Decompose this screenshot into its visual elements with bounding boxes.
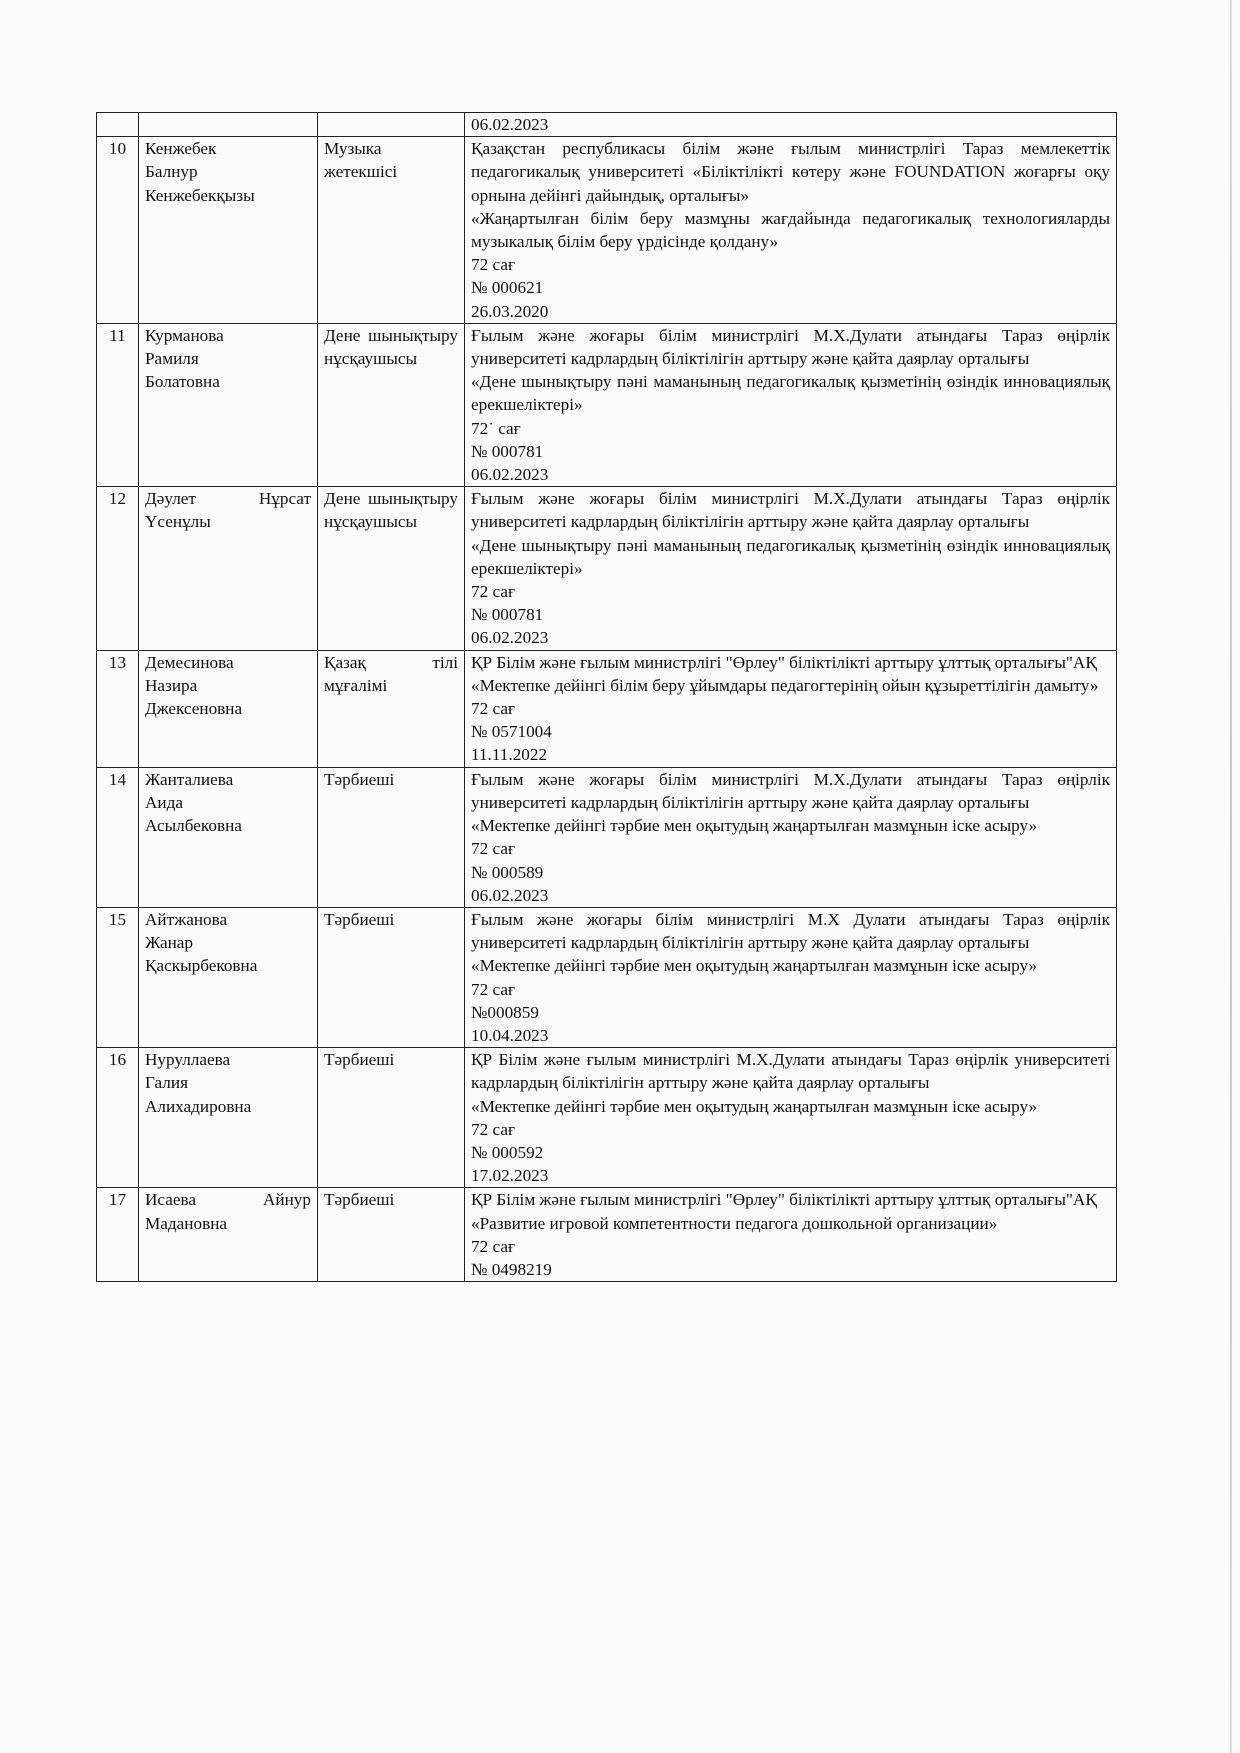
certificate-number: № 000781 bbox=[471, 441, 544, 461]
name-line: Алихадировна bbox=[145, 1096, 252, 1116]
course-title: «Мектепке дейінгі тәрбие мен оқытудың жаңартылған мазмұнын іске асыру» bbox=[471, 816, 1038, 836]
row-number-cell: 12 bbox=[97, 487, 139, 650]
date-text: 06.02.2023 bbox=[471, 465, 549, 485]
position-text: Қазақ тілі мұғалімі bbox=[324, 652, 458, 695]
row-number-cell: 13 bbox=[97, 650, 139, 767]
info-cell bbox=[465, 907, 1117, 1047]
institution-text: Ғылым және жоғары білім министрлігі М.Х.Дулати атындағы Тараз өңірлік университеті кадрлардың біліктілігін арттыру және қайта даярлау орталығы bbox=[471, 769, 1110, 812]
certificate-number: № 000621 bbox=[471, 278, 544, 298]
name-cell bbox=[139, 650, 318, 767]
certificate-number: № 000592 bbox=[471, 1142, 544, 1162]
table-row bbox=[97, 323, 1117, 486]
name-cell bbox=[139, 1048, 318, 1188]
info-cell bbox=[465, 650, 1117, 767]
info-cell bbox=[465, 113, 1117, 137]
name-line: Джексеновна bbox=[145, 699, 243, 719]
name-line: Асылбековна bbox=[145, 816, 242, 836]
name-line: Айтжанова bbox=[145, 909, 228, 929]
name-line: Исаева Айнур bbox=[145, 1190, 311, 1210]
position-text: Дене шынықтыру нұсқаушысы bbox=[324, 325, 458, 369]
position-cell bbox=[318, 323, 465, 486]
name-line: Болатовна bbox=[145, 372, 220, 392]
date-text: 11.11.2022 bbox=[471, 745, 548, 765]
institution-text: ҚР Білім және ғылым министрлігі М.Х.Дулати атындағы Тараз өңірлік университеті кадрлардың біліктілігін арттыру және қайта даярлау орталығы bbox=[471, 1050, 1110, 1093]
info-cell bbox=[465, 323, 1117, 486]
row-number-cell: 14 bbox=[97, 767, 139, 907]
certificate-number: № 0571004 bbox=[471, 722, 552, 742]
info-cell bbox=[465, 767, 1117, 907]
table-row bbox=[97, 650, 1117, 767]
position-cell bbox=[318, 907, 465, 1047]
table-row bbox=[97, 487, 1117, 650]
name-line: Демесинова bbox=[145, 652, 234, 672]
name-line: Жанталиева bbox=[145, 769, 234, 789]
name-line: Кенжебек bbox=[145, 139, 217, 159]
date-text: 06.02.2023 bbox=[471, 628, 549, 648]
position-cell bbox=[318, 1048, 465, 1188]
institution-text: Ғылым және жоғары білім министрлігі М.Х.Дулати атындағы Тараз өңірлік университеті кадрлардың біліктілігін арттыру және қайта даярлау орталығы bbox=[471, 325, 1110, 369]
info-cell bbox=[465, 487, 1117, 650]
hours-text: 72 сағ bbox=[471, 839, 516, 859]
certificate-number: № 000781 bbox=[471, 605, 544, 625]
course-title: «Мектепке дейінгі білім беру ұйымдары педагогтерінің ойын құзыреттілігін дамыту» bbox=[471, 675, 1099, 695]
institution-text: ҚР Білім және ғылым министрлігі "Өрлеу" біліктілікті арттыру ұлттық орталығы"АҚ bbox=[471, 652, 1097, 672]
course-title: «Дене шынықтыру пәні маманының педагогикалық қызметінің өзіндік инновациялық ерекшеліктері» bbox=[471, 535, 1110, 578]
name-line: Балнур bbox=[145, 162, 198, 182]
position-text: Тәрбиеші bbox=[324, 909, 395, 929]
name-cell bbox=[139, 487, 318, 650]
date-text: 06.02.2023 bbox=[471, 885, 549, 905]
name-line: Мадановна bbox=[145, 1213, 228, 1233]
institution-text: ҚР Білім және ғылым министрлігі "Өрлеу" біліктілікті арттыру ұлттық орталығы"АҚ bbox=[471, 1190, 1097, 1210]
date-text: 06.02.2023 bbox=[471, 115, 549, 134]
position-cell bbox=[318, 137, 465, 324]
row-number-cell: 11 bbox=[97, 323, 139, 486]
course-title: «Мектепке дейінгі тәрбие мен оқытудың жаңартылған мазмұнын іске асыру» bbox=[471, 956, 1038, 976]
table-row bbox=[97, 1188, 1117, 1282]
info-cell bbox=[465, 1048, 1117, 1188]
position-cell bbox=[318, 487, 465, 650]
name-cell bbox=[139, 113, 318, 137]
institution-text: Ғылым және жоғары білім министрлігі М.Х Дулати атындағы Тараз өңірлік университеті кадрлардың біліктілігін арттыру және қайта даярлау орталығы bbox=[471, 909, 1110, 953]
name-line: Жанар bbox=[145, 933, 194, 953]
position-text: Тәрбиеші bbox=[324, 1050, 395, 1070]
position-cell bbox=[318, 113, 465, 137]
certificate-number: №000859 bbox=[471, 1002, 539, 1022]
name-line: Үсенұлы bbox=[145, 512, 211, 532]
row-number-cell: 15 bbox=[97, 907, 139, 1047]
table-row bbox=[97, 1048, 1117, 1188]
name-cell bbox=[139, 1188, 318, 1282]
date-text: 26.03.2020 bbox=[471, 301, 549, 321]
position-text: Тәрбиеші bbox=[324, 769, 395, 789]
position-cell bbox=[318, 650, 465, 767]
name-line: Аида bbox=[145, 792, 183, 812]
name-line: Қаскырбековна bbox=[145, 956, 258, 976]
name-line: Курманова bbox=[145, 325, 224, 345]
name-cell bbox=[139, 907, 318, 1047]
course-title: «Развитие игровой компетентности педагога дошкольной организации» bbox=[471, 1213, 998, 1233]
hours-text: 72 сағ bbox=[471, 582, 516, 602]
name-line: Рамиля bbox=[145, 349, 199, 369]
row-number-cell: 17 bbox=[97, 1188, 139, 1282]
institution-text: Ғылым және жоғары білім министрлігі М.Х.Дулати атындағы Тараз өңірлік университеті кадрлардың біліктілігін арттыру және қайта даярлау орталығы bbox=[471, 489, 1110, 532]
institution-text: Қазақстан республикасы білім және ғылым министрлігі Тараз мемлекеттік педагогикалық университеті «Біліктілікті көтеру және FOUNDATION жоғарғы оқу орнына дейінгі дайындық, орталығы» bbox=[471, 139, 1110, 205]
info-cell bbox=[465, 137, 1117, 324]
certificate-number: № 0498219 bbox=[471, 1259, 552, 1279]
row-number-cell bbox=[97, 113, 139, 137]
name-line: Кенжебекқызы bbox=[145, 185, 255, 205]
hours-text: 72 сағ bbox=[471, 255, 516, 275]
position-text: Тәрбиеші bbox=[324, 1190, 395, 1210]
info-cell bbox=[465, 1188, 1117, 1282]
position-text: Музыка жетекшісі bbox=[324, 139, 398, 182]
course-title: «Мектепке дейінгі тәрбие мен оқытудың жаңартылған мазмұнын іске асыру» bbox=[471, 1096, 1038, 1116]
name-line: Назира bbox=[145, 675, 198, 695]
position-text: Дене шынықтыру нұсқаушысы bbox=[324, 489, 458, 532]
hours-text: 72 сағ bbox=[471, 979, 516, 999]
name-cell bbox=[139, 137, 318, 324]
name-line: Галия bbox=[145, 1073, 188, 1093]
table-row bbox=[97, 767, 1117, 907]
certificate-number: № 000589 bbox=[471, 862, 544, 882]
row-number-cell: 10 bbox=[97, 137, 139, 324]
staff-training-table bbox=[96, 112, 1117, 1282]
course-title: «Жаңартылған білім беру мазмұны жағдайында педагогикалық технологияларды музыкалық білім беру үрдісінде қолдану» bbox=[471, 208, 1110, 252]
date-text: 17.02.2023 bbox=[471, 1166, 549, 1186]
table-row bbox=[97, 907, 1117, 1047]
table-row-continued bbox=[97, 113, 1117, 137]
course-title: «Дене шынықтыру пәні маманының педагогикалық қызметінің өзіндік инновациялық ерекшеліктері» bbox=[471, 372, 1110, 415]
name-line: Нуруллаева bbox=[145, 1050, 231, 1070]
position-cell bbox=[318, 767, 465, 907]
table-row bbox=[97, 137, 1117, 324]
name-cell bbox=[139, 767, 318, 907]
name-line: Дәулет Нұрсат bbox=[145, 489, 311, 509]
hours-text: 72 сағ bbox=[471, 1236, 516, 1256]
hours-text: 72 сағ bbox=[471, 1119, 516, 1139]
date-text: 10.04.2023 bbox=[471, 1025, 549, 1045]
hours-text: 72˙ сағ bbox=[471, 418, 521, 438]
row-number-cell: 16 bbox=[97, 1048, 139, 1188]
hours-text: 72 сағ bbox=[471, 699, 516, 719]
name-cell bbox=[139, 323, 318, 486]
position-cell bbox=[318, 1188, 465, 1282]
